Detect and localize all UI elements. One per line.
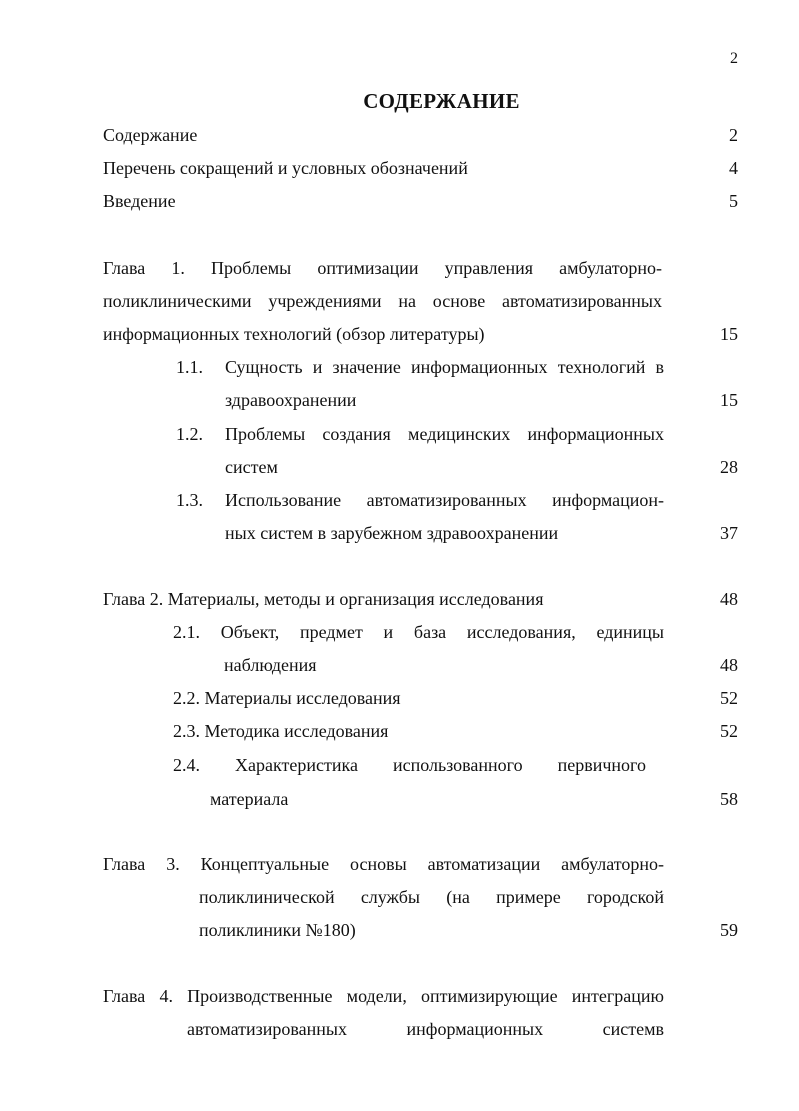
toc-chapter-1-line-3: информационных технологий (обзор литературы) xyxy=(103,324,485,344)
page-number: 2 xyxy=(730,50,738,67)
toc-section-2-3: 2.3. Методика исследования xyxy=(173,721,389,741)
toc-section-1-1-line-1: Сущность и значение информационных технологий в xyxy=(225,357,664,377)
page-title: СОДЕРЖАНИЕ xyxy=(363,89,520,113)
toc-page-section-2-3: 52 xyxy=(720,721,738,741)
toc-page-section-2-2: 52 xyxy=(720,688,738,708)
toc-section-2-2: 2.2. Материалы исследования xyxy=(173,688,401,708)
toc-section-2-4-line-2: материала xyxy=(210,789,289,809)
toc-entry-abbreviations: Перечень сокращений и условных обозначений xyxy=(103,158,468,178)
toc-page-section-2-4: 58 xyxy=(720,789,738,809)
toc-page-chapter-3: 59 xyxy=(720,920,738,940)
toc-chapter-2: Глава 2. Материалы, методы и организация исследования xyxy=(103,589,544,609)
toc-section-2-4-line-1: 2.4. Характеристика использованного первичного xyxy=(173,755,646,775)
toc-section-1-3-line-1: Использование автоматизированных информацион- xyxy=(225,490,664,510)
toc-section-1-3-number: 1.3. xyxy=(176,490,203,510)
toc-page-chapter-2: 48 xyxy=(720,589,738,609)
toc-page-introduction: 5 xyxy=(729,191,738,211)
toc-section-2-1-line-2: наблюдения xyxy=(224,655,317,675)
toc-page-abbreviations: 4 xyxy=(729,158,738,178)
toc-page-section-1-1: 15 xyxy=(720,390,738,410)
toc-section-1-2-line-1: Проблемы создания медицинских информационных xyxy=(225,424,664,444)
toc-chapter-4-line-1: Глава 4. Производственные модели, оптимизирующие интеграцию xyxy=(103,986,664,1006)
toc-section-1-3-line-2: ных систем в зарубежном здравоохранении xyxy=(225,523,559,543)
toc-section-1-2-number: 1.2. xyxy=(176,424,203,444)
toc-section-1-1-line-2: здравоохранении xyxy=(225,390,357,410)
toc-entry-contents: Содержание xyxy=(103,125,198,145)
toc-chapter-1-line-2: поликлиническими учреждениями на основе автоматизированных xyxy=(103,291,662,311)
toc-page-section-1-3: 37 xyxy=(720,523,738,543)
toc-page-section-2-1: 48 xyxy=(720,655,738,675)
toc-page-chapter-1: 15 xyxy=(720,324,738,344)
toc-chapter-3-line-2: поликлинической службы (на примере городской xyxy=(199,887,664,907)
toc-chapter-3-line-3: поликлиники №180) xyxy=(199,920,356,940)
toc-chapter-3-line-1: Глава 3. Концептуальные основы автоматизации амбулаторно- xyxy=(103,854,664,874)
toc-section-1-1-number: 1.1. xyxy=(176,357,203,377)
toc-chapter-1-line-1: Глава 1. Проблемы оптимизации управления амбулаторно- xyxy=(103,258,662,278)
toc-chapter-4-line-2: автоматизированных информационных системв xyxy=(187,1019,664,1039)
toc-section-2-1-line-1: 2.1. Объект, предмет и база исследования, единицы xyxy=(173,622,664,642)
toc-page-contents: 2 xyxy=(729,125,738,145)
toc-section-1-2-line-2: систем xyxy=(225,457,278,477)
toc-entry-introduction: Введение xyxy=(103,191,176,211)
toc-page-section-1-2: 28 xyxy=(720,457,738,477)
